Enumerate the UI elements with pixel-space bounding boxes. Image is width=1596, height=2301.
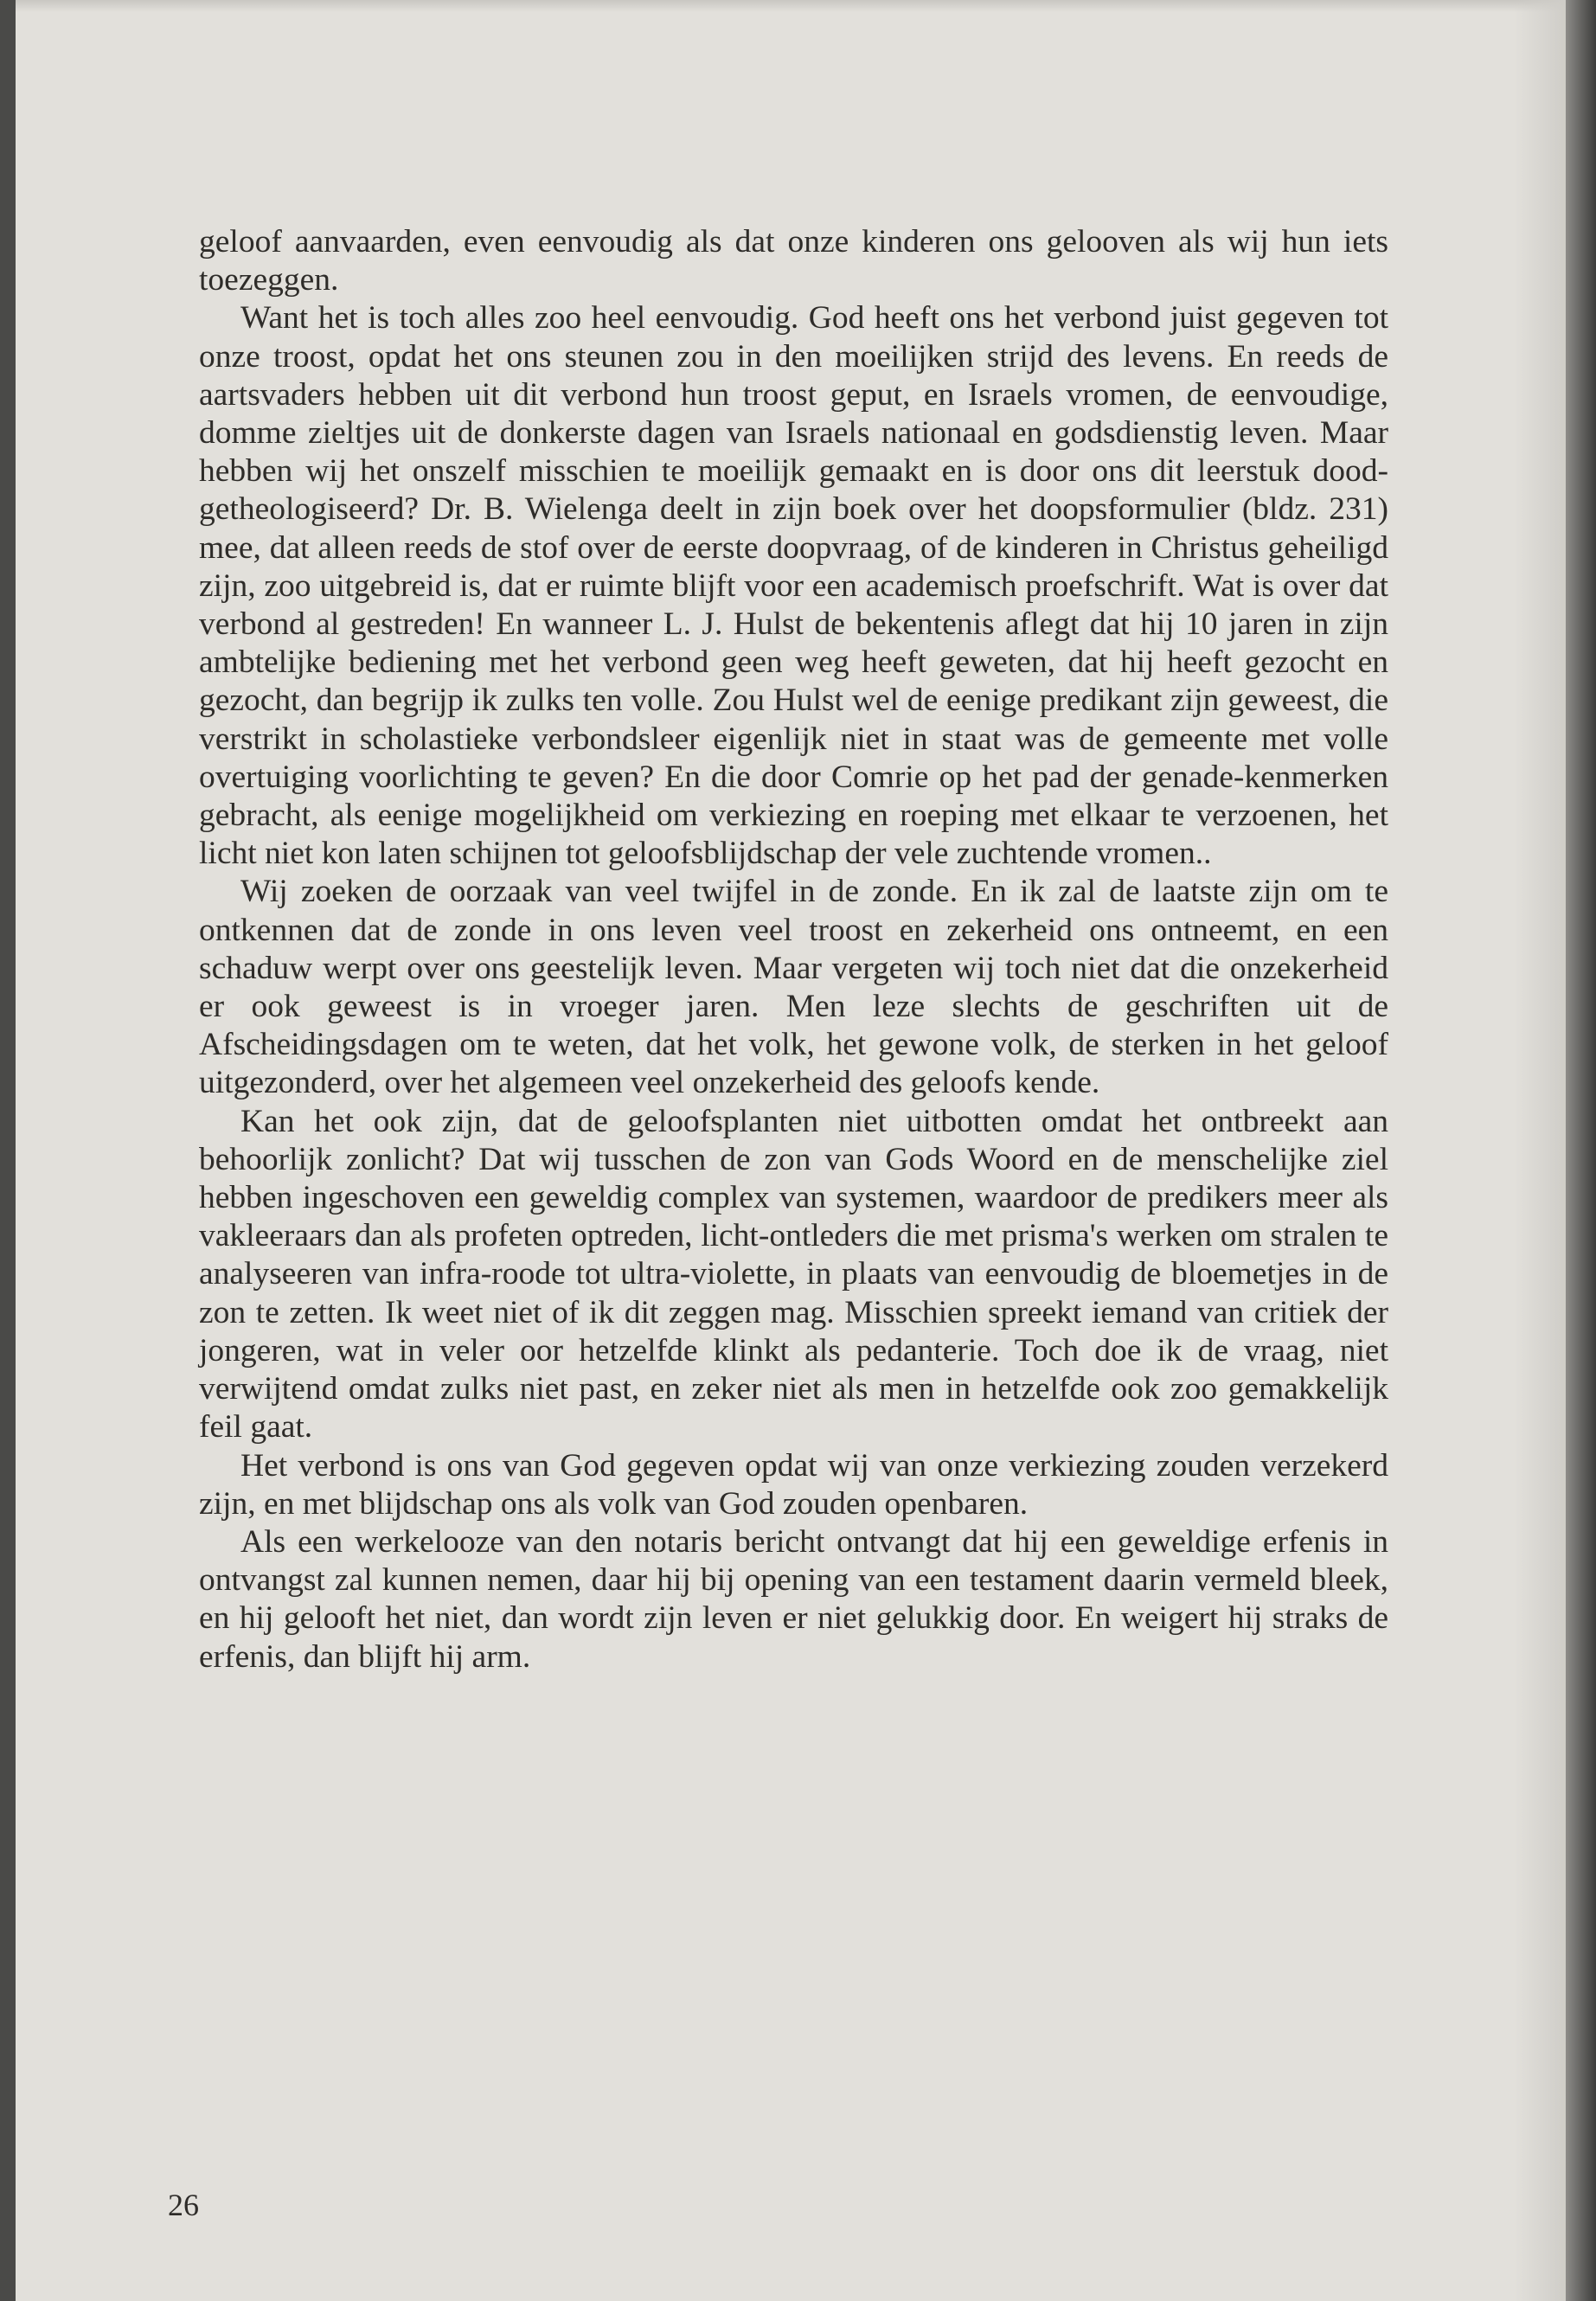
- book-page: [16, 0, 1566, 2301]
- book-spine-edge: [1566, 0, 1596, 2301]
- page-gutter-shadow: [1514, 0, 1566, 2301]
- paragraph-1: geloof aanvaarden, even eenvoudig als dat onze kinderen ons gelooven als wij hun iets toezeggen.: [199, 224, 1388, 298]
- paragraph-3: Wij zoeken de oorzaak van veel twijfel in de zonde. En ik zal de laatste zijn om te ontkennen dat de zonde in ons leven veel troost en zekerheid ons ontneemt, en een schaduw werpt over ons geestelijk leven. Maar vergeten wij toch niet dat die onzekerheid er ook geweest is in vroeger jaren. Men leze slechts de geschriften uit de Afscheidingsdagen om te weten, dat het volk, het gewone volk, de sterken in het geloof uitgezonderd, over het algemeen veel onzekerheid des geloofs kende.: [199, 874, 1388, 1101]
- page-number: 26: [168, 2188, 199, 2222]
- body-text: [199, 223, 1388, 1676]
- page-top-shadow: [16, 0, 1566, 12]
- paragraph-6: Als een werkelooze van den notaris bericht ontvangt dat hij een geweldige erfenis in ontvangst zal kunnen nemen, daar hij bij opening van een testament daarin vermeld bleek, en hij gelooft het niet, dan wordt zijn leven er niet gelukkig door. En weigert hij straks de erfenis, dan blijft hij arm.: [199, 1523, 1388, 1675]
- paragraph-5: Het verbond is ons van God gegeven opdat wij van onze verkiezing zouden verzekerd zijn, en met blijdschap ons als volk van God zouden openbaren.: [199, 1447, 1388, 1522]
- paragraph-4: Kan het ook zijn, dat de geloofsplanten niet uitbotten omdat het ontbreekt aan behoorlijk zonlicht? Dat wij tusschen de zon van Gods Woord en de menschelijke ziel hebben ingeschoven een geweldig complex van systemen, waardoor de predikers meer als vakleeraars dan als profeten optreden, licht-ontleders die met prisma's werken om stralen te analyseeren van infra-roode tot ultra-violette, in plaats van eenvoudig de bloemetjes in de zon te zetten. Ik weet niet of ik dit zeggen mag. Misschien spreekt iemand van critiek der jongeren, wat in veler oor hetzelfde klinkt als pedanterie. Toch doe ik de vraag, niet verwijtend omdat zulks niet past, en zeker niet als men in hetzelfde ook zoo gemakkelijk feil gaat.: [199, 1103, 1388, 1445]
- paragraph-2: Want het is toch alles zoo heel eenvoudig. God heeft ons het verbond juist gegeven tot onze troost, opdat het ons steunen zou in den moeilijken strijd des levens. En reeds de aartsvaders hebben uit dit verbond hun troost geput, en Israels vromen, de eenvoudige, domme zieltjes uit de donkerste dagen van Israels nationaal en godsdienstig leven. Maar hebben wij het onszelf misschien te moeilijk gemaakt en is door ons dit leerstuk dood-getheologiseerd? Dr. B. Wielenga deelt in zijn boek over het doopsformulier (bldz. 231) mee, dat alleen reeds de stof over de eerste doopvraag, of de kinderen in Christus geheiligd zijn, zoo uitgebreid is, dat er ruimte blijft voor een academisch proefschrift. Wat is over dat verbond al gestreden! En wanneer L. J. Hulst de bekentenis aflegt dat hij 10 jaren in zijn ambtelijke bediening met het verbond geen weg heeft geweten, dat hij heeft gezocht en gezocht, dan begrijp ik zulks ten volle. Zou Hulst wel de eenige predikant zijn geweest, die verstrikt in scholastieke verbondsleer eigenlijk niet in staat was de gemeente met volle overtuiging voorlichting te geven? En die door Comrie op het pad der genade-kenmerken gebracht, als eenige mogelijkheid om verkiezing en roeping met elkaar te verzoenen, het licht niet kon laten schijnen tot geloofsblijdschap der vele zuchtende vromen..: [199, 300, 1388, 872]
